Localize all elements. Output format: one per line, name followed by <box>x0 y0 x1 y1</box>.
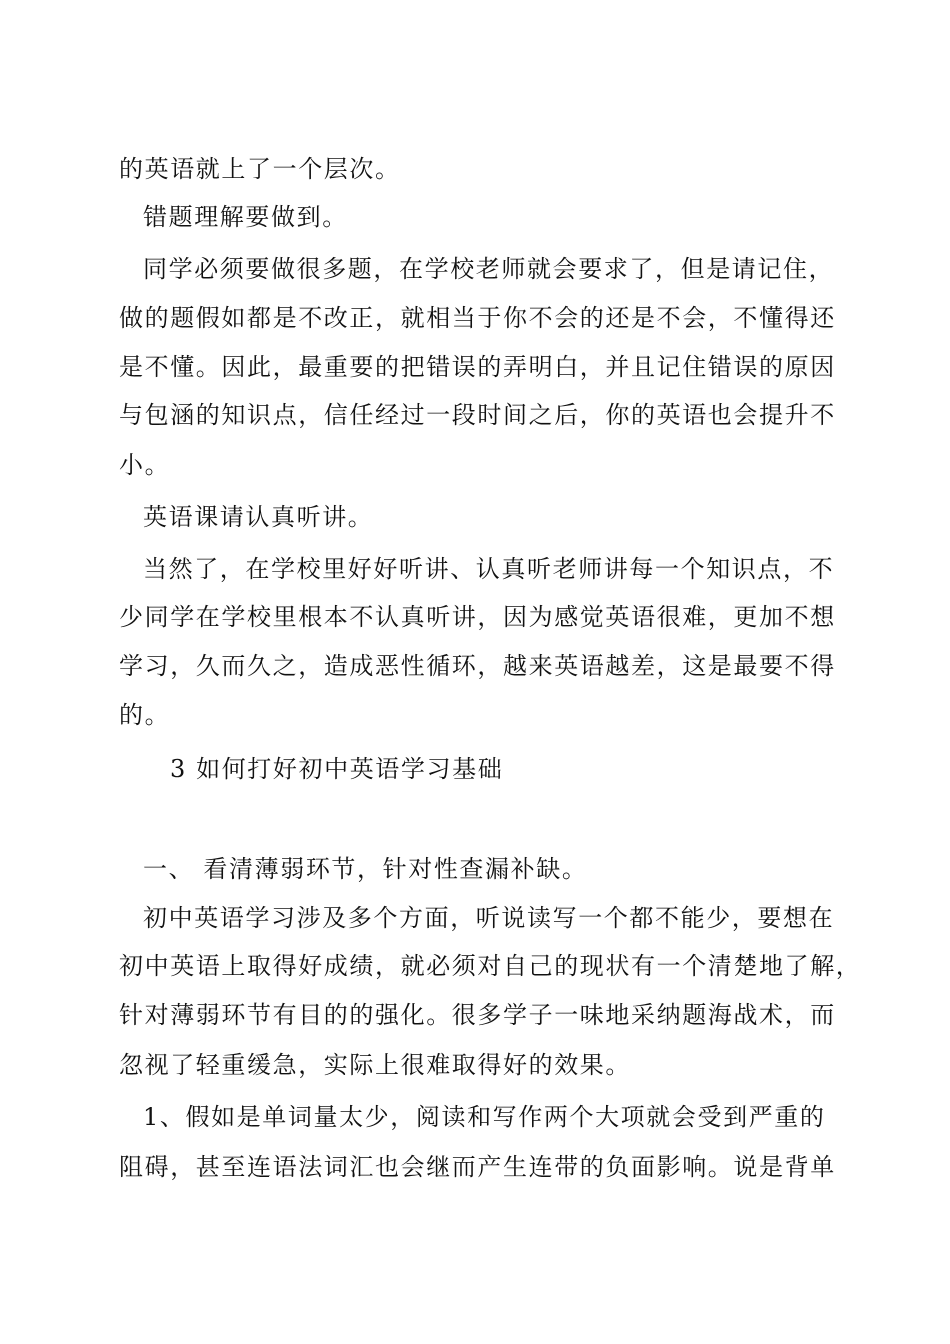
paragraph-line: 与包涵的知识点，信任经过一段时间之后，你的英语也会提升不 <box>119 401 836 429</box>
paragraph-line: 少同学在学校里根本不认真听讲，因为感觉英语很难，更加不想 <box>119 603 836 631</box>
subsection-heading: 一、 看清薄弱环节，针对性查漏补缺。 <box>143 855 588 883</box>
paragraph-line: 错题理解要做到。 <box>143 203 348 231</box>
paragraph-line: 是不懂。因此，最重要的把错误的弄明白，并且记住错误的原因 <box>119 353 836 381</box>
paragraph-line: 做的题假如都是不改正，就相当于你不会的还是不会，不懂得还 <box>119 304 836 332</box>
paragraph-line: 同学必须要做很多题，在学校老师就会要求了，但是请记住， <box>143 255 835 283</box>
paragraph-line: 小。 <box>119 451 171 479</box>
paragraph-line: 忽视了轻重缓急，实际上很难取得好的效果。 <box>119 1051 631 1079</box>
paragraph-line: 的英语就上了一个层次。 <box>119 155 401 183</box>
paragraph-line: 学习，久而久之，造成恶性循环，越来英语越差，这是最要不得 <box>119 652 836 680</box>
paragraph-line: 初中英语上取得好成绩，就必须对自己的现状有一个清楚地了解， <box>119 952 862 980</box>
paragraph-line: 英语课请认真听讲。 <box>143 503 374 531</box>
section-heading: 3 如何打好初中英语学习基础 <box>170 755 504 783</box>
paragraph-line: 针对薄弱环节有目的的强化。很多学子一味地采纳题海战术，而 <box>119 1001 836 1029</box>
paragraph-line: 的。 <box>119 701 171 729</box>
paragraph-line: 阻碍，甚至连语法词汇也会继而产生连带的负面影响。说是背单 <box>119 1153 836 1181</box>
paragraph-line: 1、假如是单词量太少，阅读和写作两个大项就会受到严重的 <box>143 1103 826 1131</box>
paragraph-line: 当然了，在学校里好好听讲、认真听老师讲每一个知识点，不 <box>143 555 835 583</box>
paragraph-line: 初中英语学习涉及多个方面，听说读写一个都不能少，要想在 <box>143 904 835 932</box>
